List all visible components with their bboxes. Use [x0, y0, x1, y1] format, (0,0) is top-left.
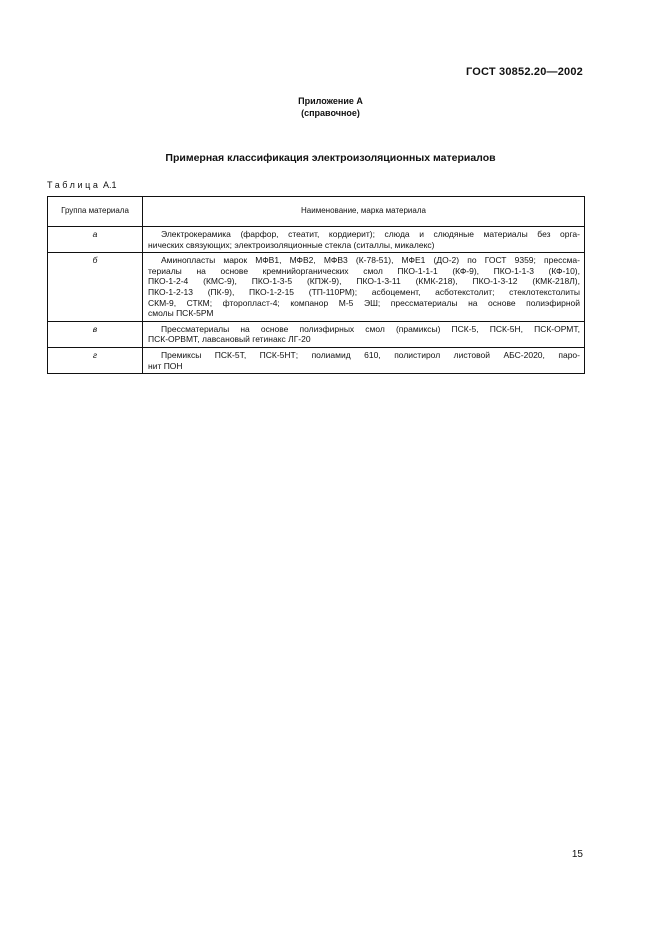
table-caption-number: А.1	[103, 180, 117, 190]
description-line: нит ПОН	[148, 360, 183, 371]
description-line: Аминопласты марок МФВ1, МФВ2, МФВ3 (К-78-51), МФЕ1 (ДО-2) по ГОСТ 9359; прессма-	[161, 255, 580, 266]
description-cell	[143, 321, 585, 347]
appendix-heading	[0, 95, 661, 119]
table-row	[48, 227, 585, 253]
table-row	[48, 347, 585, 373]
appendix-title: Приложение А	[298, 96, 363, 106]
group-cell: в	[48, 321, 143, 347]
description-line: ПСК-ОРВМТ, лавсановый гетинакс ЛГ-20	[148, 334, 311, 345]
classification-table	[47, 196, 585, 374]
table-header-row	[48, 197, 585, 227]
description-cell	[143, 227, 585, 253]
table-row	[48, 253, 585, 322]
appendix-subtitle: (справочное)	[301, 108, 360, 118]
column-header-name: Наименование, марка материала	[143, 197, 585, 227]
table-caption-word: Таблица	[47, 180, 101, 190]
description-line: ПКО-1-2-4 (КМС-9), ПКО-1-3-5 (КПЖ-9), ПКО-1-3-11 (КМК-218), ПКО-1-3-12 (КМК-218Л),	[148, 276, 580, 287]
table-row	[48, 321, 585, 347]
description-line: смолы ПСК-5РМ	[148, 308, 214, 319]
column-header-group: Группа материала	[48, 197, 143, 227]
table-caption	[47, 180, 117, 190]
description-line: СКМ-9, СТКМ; фторопласт-4; компанор М-5 ЭШ; прессматериалы на основе полиэфирной	[148, 297, 580, 308]
description-cell	[143, 347, 585, 373]
description-line: Премиксы ПСК-5Т, ПСК-5НТ; полиамид 610, полистирол листовой АБС-2020, паро-	[161, 349, 580, 360]
description-line: ПКО-1-2-13 (ПК-9), ПКО-1-2-15 (ТП-110РМ); асбоцемент, асботекстолит; стеклотекстолиты	[148, 286, 580, 297]
description-line: Прессматериалы на основе полиэфирных смол (прамиксы) ПСК-5, ПСК-5Н, ПСК-ОРМТ,	[161, 323, 580, 334]
document-code: ГОСТ 30852.20—2002	[465, 66, 583, 78]
description-line: нических связующих; электроизоляционные стекла (ситаллы, микалекс)	[148, 239, 435, 250]
group-cell: а	[48, 227, 143, 253]
description-cell	[143, 253, 585, 322]
description-line: Электрокерамика (фарфор, стеатит, кордиерит); слюда и слюдяные материалы без орга-	[161, 229, 580, 239]
description-line: териалы на основе кремнийорганических смол ПКО-1-1-1 (КФ-9), ПКО-1-1-3 (КФ-10),	[148, 265, 580, 276]
page-number: 15	[571, 849, 583, 860]
group-cell: б	[48, 253, 143, 322]
section-title: Примерная классификация электроизоляционных материалов	[165, 152, 496, 164]
group-cell: г	[48, 347, 143, 373]
